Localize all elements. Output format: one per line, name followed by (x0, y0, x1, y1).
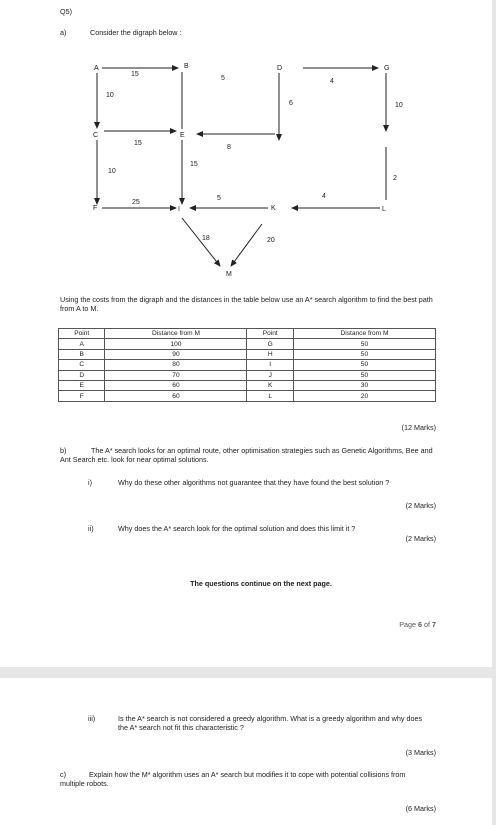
edge-weight: 6 (289, 100, 293, 107)
edge-k-m (231, 224, 262, 266)
edge-weight: 8 (227, 144, 231, 151)
table-cell: F (59, 391, 105, 401)
column-header: Point (59, 329, 105, 339)
part-a-text: Using the costs from the digraph and the distances in the table below use an A* search algorithm to find the best path from A to M. (60, 295, 433, 313)
edge-weight: 4 (330, 78, 334, 85)
page-7 (0, 678, 492, 825)
page-number (340, 620, 436, 629)
table-cell: G (247, 339, 293, 349)
question-number: Q5) (60, 7, 72, 16)
node-label: I (178, 206, 180, 213)
node-label: G (384, 65, 390, 72)
table-row (59, 339, 436, 349)
node-label: B (184, 63, 189, 70)
edge-weight: 10 (106, 92, 114, 99)
edge-i-m (182, 218, 220, 266)
page-prefix: Page (399, 620, 416, 629)
sub-ii-label: ii) (88, 524, 94, 533)
table-cell: 30 (293, 380, 435, 390)
sub-ii-text: Why does the A* search look for the optimal solution and does this limit it ? (118, 524, 356, 533)
page-num: 6 (418, 620, 422, 629)
table-cell: 100 (105, 339, 247, 349)
node-label: F (93, 205, 98, 212)
distance-table (58, 328, 436, 402)
node-label: M (226, 271, 232, 278)
table-cell: B (59, 349, 105, 359)
node-label: C (93, 132, 99, 139)
node-label: K (271, 205, 276, 212)
sub-i-text: Why do these other algorithms not guarantee that they have found the best solution ? (118, 478, 390, 487)
column-header: Point (247, 329, 293, 339)
sub-ii-marks: (2 Marks) (405, 534, 436, 543)
table-cell: I (247, 360, 293, 370)
sub-iii-marks: (3 Marks) (405, 748, 436, 757)
sub-iii-label: iii) (88, 714, 96, 723)
sub-i-label: i) (88, 478, 92, 487)
edge-weight: 25 (132, 199, 140, 206)
table-cell: K (247, 380, 293, 390)
edge-weight: 10 (108, 168, 116, 175)
table-cell: 20 (293, 391, 435, 401)
edge-weight: 5 (221, 75, 225, 82)
part-b-text: The A* search looks for an optimal route, other optimisation strategies such as Genetic Algorithms, Bee and Ant Search etc. look for near optimal solutions. (60, 446, 433, 464)
table-cell: D (59, 370, 105, 380)
table-cell: 70 (105, 370, 247, 380)
digraph (0, 0, 492, 290)
table-header-row (59, 329, 436, 339)
table-cell: H (247, 349, 293, 359)
edge-weight: 5 (217, 195, 221, 202)
table-cell: 50 (293, 339, 435, 349)
edge-weight: 4 (322, 193, 326, 200)
edge-weight: 15 (134, 140, 142, 147)
part-b-label: b) (60, 446, 67, 455)
column-header: Distance from M (105, 329, 247, 339)
table-cell: 60 (105, 391, 247, 401)
part-c-marks: (6 Marks) (405, 804, 436, 813)
table-cell: 50 (293, 360, 435, 370)
table-cell: 50 (293, 370, 435, 380)
part-a-label: a) (60, 28, 67, 37)
table-cell: 50 (293, 349, 435, 359)
table-row (59, 360, 436, 370)
continue-note: The questions continue on the next page. (190, 579, 332, 588)
table-row (59, 391, 436, 401)
edge-weight: 15 (131, 71, 139, 78)
column-header: Distance from M (293, 329, 435, 339)
table-cell: 90 (105, 349, 247, 359)
page-of: of (424, 620, 430, 629)
table-cell: J (247, 370, 293, 380)
table-cell: L (247, 391, 293, 401)
part-c-text: Explain how the M* algorithm uses an A* search but modifies it to cope with potential collisions from multiple robots. (60, 770, 406, 788)
table-cell: A (59, 339, 105, 349)
edge-weight: 20 (267, 237, 275, 244)
table-cell: 80 (105, 360, 247, 370)
part-a-intro: Consider the digraph below : (90, 28, 182, 37)
sub-i-marks: (2 Marks) (405, 501, 436, 510)
table-row (59, 349, 436, 359)
node-label: A (94, 65, 99, 72)
edge-weight: 10 (395, 102, 403, 109)
edge-weight: 2 (393, 175, 397, 182)
part-a-marks: (12 Marks) (401, 423, 436, 432)
node-label: L (382, 206, 386, 213)
page-total: 7 (432, 620, 436, 629)
sub-iii-text: Is the A* search is not considered a greedy algorithm. What is a greedy algorithm and why does the A* search not fit this characteristic ? (118, 714, 423, 732)
table-row (59, 380, 436, 390)
node-label: D (277, 65, 283, 72)
table-cell: C (59, 360, 105, 370)
part-c-label: c) (60, 770, 66, 779)
table-row (59, 370, 436, 380)
table-cell: E (59, 380, 105, 390)
table-cell: 60 (105, 380, 247, 390)
edge-weight: 15 (190, 161, 198, 168)
edge-weight: 18 (202, 235, 210, 242)
node-label: E (180, 132, 185, 139)
